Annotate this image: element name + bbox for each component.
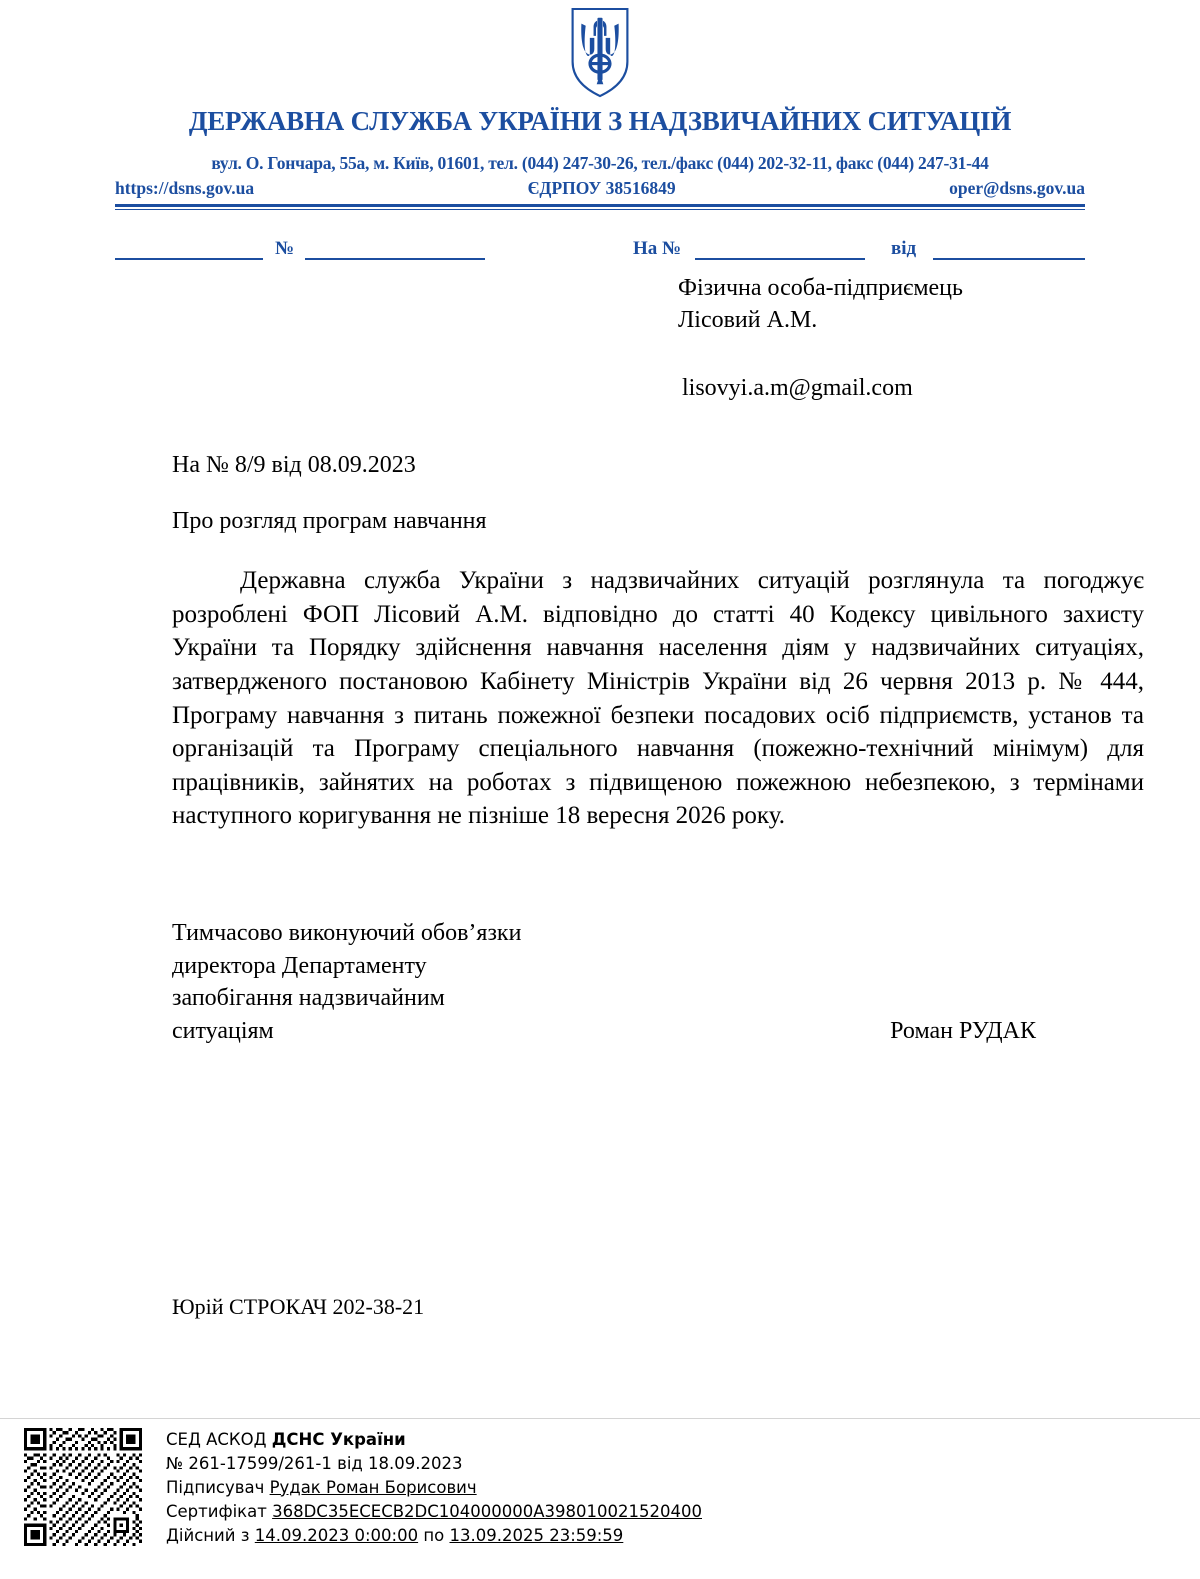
footer-valid-mid: по xyxy=(418,1525,450,1545)
website-link[interactable]: https://dsns.gov.ua xyxy=(115,178,255,198)
footer-valid-to: 13.09.2025 23:59:59 xyxy=(449,1525,624,1545)
footer-system-org: ДСНС України xyxy=(271,1430,406,1449)
signature-details xyxy=(166,1428,702,1548)
signer-title-line-4: ситуаціям xyxy=(172,1017,274,1044)
footer-system-prefix: СЕД АСКОД xyxy=(166,1430,272,1449)
recipient-block xyxy=(678,272,963,404)
footer-signer-line xyxy=(166,1476,702,1500)
outgoing-number-blank-line[interactable] xyxy=(305,258,485,260)
footer-valid-from: 14.09.2023 0:00:00 xyxy=(254,1525,419,1545)
footer-validity-line xyxy=(166,1524,702,1548)
recipient-line-1: Фізична особа-підприємець xyxy=(678,275,963,301)
signer-title-line-1: Тимчасово виконуючий обов’язки xyxy=(172,920,522,946)
letter-subject: Про розгляд програм навчання xyxy=(172,508,487,534)
digital-signature-footer xyxy=(24,1428,702,1548)
reply-to-date-label: від xyxy=(891,238,917,259)
signer-title-line-3: запобігання надзвичайним xyxy=(172,985,445,1012)
footer-certificate-line xyxy=(166,1500,702,1524)
letterhead-header xyxy=(0,0,1200,210)
signer-name: Роман РУДАК xyxy=(890,1017,1036,1044)
recipient-line-2: Лісовий А.М. xyxy=(678,307,818,334)
outgoing-number-label: № xyxy=(275,238,295,259)
footer-signer-label: Підписувач xyxy=(166,1477,270,1497)
footer-separator xyxy=(0,1418,1200,1419)
signer-title-line-2: директора Департаменту xyxy=(172,952,427,979)
edrpou-code: ЄДРПОУ 38516849 xyxy=(527,178,676,198)
footer-signer-name: Рудак Роман Борисович xyxy=(269,1477,477,1497)
reply-to-number-label: На № xyxy=(633,238,682,259)
header-rule-thin xyxy=(115,209,1085,210)
letter-body: Державна служба України з надзвичайних ситуацій розглянула та погоджує розроблені ФОП Лісовий А.М. відповідно до статті 40 Кодексу цивільного захисту України та Порядку здійснення навчання населення діям у надзвичайних ситуаціях, затвердженого постановою Кабінету Міністрів України від 26 червня 2013 р. № 444, Програму навчання з питань пожежної безпеки посадових осіб підприємств, установ та організацій та Програму спеціального навчання (пожежно-технічний мінімум) для працівників, зайнятих на роботах з підвищеною пожежною небезпекою, з термінами наступного коригування не пізніше 18 вересня 2026 року. xyxy=(172,567,1144,830)
qr-code-icon xyxy=(24,1428,142,1546)
footer-certificate-label: Сертифікат xyxy=(166,1501,273,1521)
form-reference-row xyxy=(115,236,1085,266)
reply-to-date-blank-line[interactable] xyxy=(933,258,1085,260)
executor-contact: Юрій СТРОКАЧ 202-38-21 xyxy=(172,1294,425,1319)
recipient-email[interactable]: lisovyi.a.m@gmail.com xyxy=(682,375,913,402)
footer-certificate-value: 368DC35ECECB2DC104000000A398010021520400 xyxy=(272,1501,702,1521)
footer-valid-label: Дійсний з xyxy=(166,1525,255,1545)
reply-to-number-blank-line[interactable] xyxy=(695,258,865,260)
contact-block xyxy=(115,153,1085,199)
footer-doc-number: № 261-17599/261-1 від 18.09.2023 xyxy=(166,1453,463,1473)
outgoing-date-blank-line[interactable] xyxy=(115,258,263,260)
header-rule-thick xyxy=(115,204,1085,207)
incoming-reference-line: На № 8/9 від 08.09.2023 xyxy=(172,452,416,478)
address-line: вул. О. Гончара, 55а, м. Київ, 01601, тел. (044) 247-30-26, тел./факс (044) 202-32-11, факс (044) 247-31-44 xyxy=(211,153,989,173)
email-link[interactable]: oper@dsns.gov.ua xyxy=(949,178,1085,198)
footer-system-line xyxy=(166,1428,702,1452)
organization-title: ДЕРЖАВНА СЛУЖБА УКРАЇНИ З НАДЗВИЧАЙНИХ СИТУАЦІЙ xyxy=(188,106,1012,136)
ukraine-trident-emblem-icon xyxy=(569,8,631,98)
signature-block xyxy=(172,917,1072,1047)
